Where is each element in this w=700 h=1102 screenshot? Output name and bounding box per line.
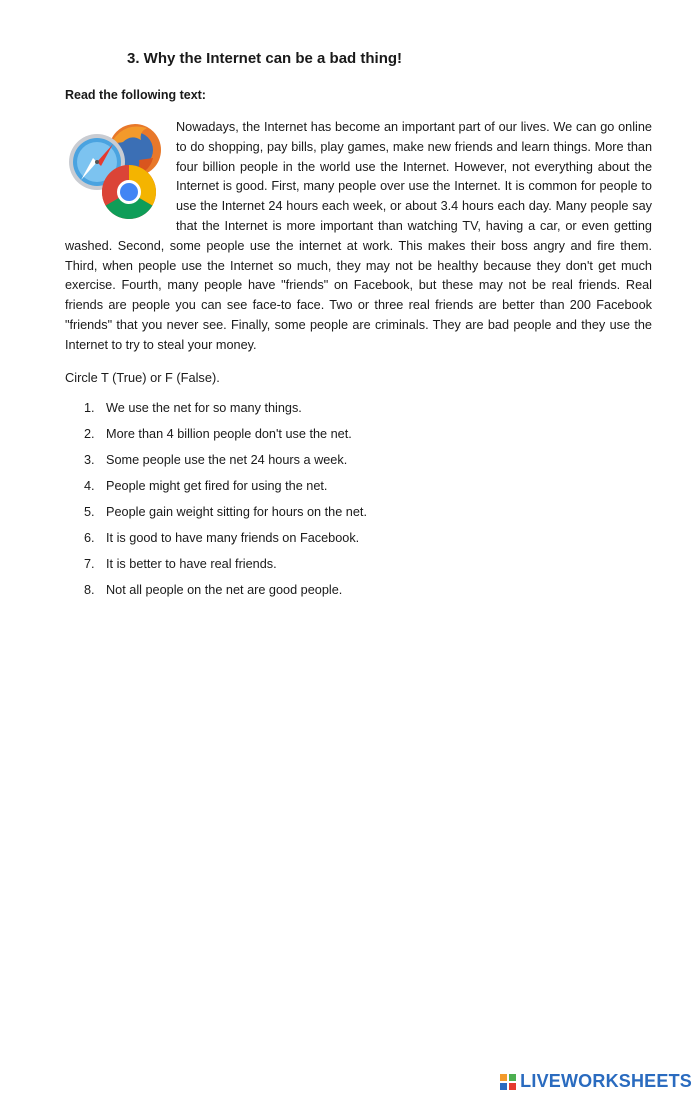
question-item [84, 583, 367, 609]
question-text: People might get fired for using the net. [106, 479, 328, 493]
question-number: 5. [84, 505, 95, 519]
chrome-browser-icon [102, 165, 156, 219]
question-number: 3. [84, 453, 95, 467]
question-text: Some people use the net 24 hours a week. [106, 453, 348, 467]
browser-logos-image [65, 118, 165, 222]
reading-instruction: Read the following text: [65, 88, 206, 102]
question-item [84, 401, 367, 427]
question-number: 4. [84, 479, 95, 493]
question-text: Not all people on the net are good people. [106, 583, 343, 597]
question-text: It is better to have real friends. [106, 557, 277, 571]
liveworksheets-logo-icon [500, 1074, 516, 1090]
reading-passage [65, 118, 652, 356]
question-number: 1. [84, 401, 95, 415]
passage-text: Nowadays, the Internet has become an important part of our lives. We can go online to do shopping, pay bills, play games, make new friends and learn things. More than four billion people in the world use the Internet. However, not everything about the Internet is good. First, many people over use the Internet. It is common for people to use the Internet 24 hours each week, or about 3.4 hours each day. Many people say that the Internet is more important than watching TV, having a car, or even getting washed. Second, some people use the internet at work. This makes their boss angry and fire them. Third, when people use the Internet so much, they may not be healthy because they don't get much exercise. Fourth, many people have "friends" on Facebook, but these may not be real friends. Real friends are people you can see face-to face. Two or three real friends are better than 200 Facebook "friends" that you never see. Finally, some people are criminals. They are bad people and they use the Internet to try to steal your money. [65, 120, 652, 352]
question-item [84, 531, 367, 557]
question-text: It is good to have many friends on Facebook. [106, 531, 360, 545]
question-text: People gain weight sitting for hours on the net. [106, 505, 367, 519]
question-item [84, 427, 367, 453]
question-number: 6. [84, 531, 95, 545]
question-item [84, 505, 367, 531]
question-text: More than 4 billion people don't use the net. [106, 427, 352, 441]
question-number: 7. [84, 557, 95, 571]
liveworksheets-logo-text: LIVEWORKSHEETS [520, 1071, 692, 1091]
question-text: We use the net for so many things. [106, 401, 302, 415]
question-item [84, 479, 367, 505]
question-heading: Circle T (True) or F (False). [65, 370, 220, 385]
true-false-questions [84, 401, 367, 609]
question-item [84, 557, 367, 583]
question-number: 2. [84, 427, 95, 441]
liveworksheets-logo [500, 1071, 692, 1092]
question-number: 8. [84, 583, 95, 597]
worksheet-title: 3. Why the Internet can be a bad thing! [127, 50, 403, 67]
question-item [84, 453, 367, 479]
